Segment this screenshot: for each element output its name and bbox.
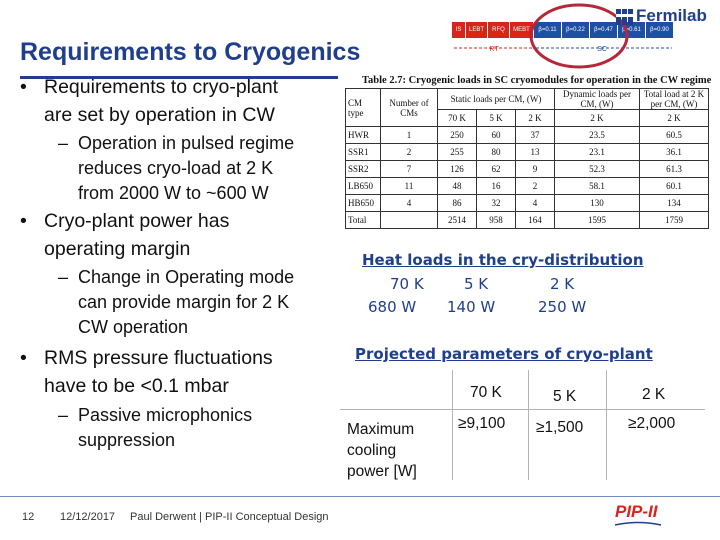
bullet-item: • [20, 76, 27, 98]
projected-value: ≥1,500 [536, 419, 584, 436]
sc-label: SC [597, 46, 607, 53]
table-header: Number of CMs [381, 89, 438, 127]
footer-date: 12/12/2017 [60, 511, 116, 523]
bullet-line: from 2000 W to ~600 W [78, 183, 269, 203]
heat-temp: 2 K [550, 275, 575, 293]
table-cell: 32 [477, 195, 516, 212]
table-cell: 52.3 [555, 161, 640, 178]
footer-rule [0, 496, 720, 497]
table-cell: 2 [381, 144, 438, 161]
sub-bullet-dash: – [58, 133, 69, 153]
heat-temp: 70 K [390, 275, 424, 293]
table-cell: 2 [516, 178, 555, 195]
table-cell: 37 [516, 127, 555, 144]
table-cell: 958 [477, 212, 516, 229]
table-cell: LB650 [346, 178, 381, 195]
lattice-segment: β=0.22 [562, 22, 590, 38]
table-cell: 1 [381, 127, 438, 144]
lattice-segment: IS [452, 22, 466, 38]
table-cell: 60.5 [640, 127, 709, 144]
table-cell: 1759 [640, 212, 709, 229]
table-header: Static loads per CM, (W) [438, 89, 555, 110]
table-cell: 11 [381, 178, 438, 195]
table-cell: 58.1 [555, 178, 640, 195]
table-cell: 1595 [555, 212, 640, 229]
table-cell: 2514 [438, 212, 477, 229]
sub-bullet-text [78, 131, 294, 206]
row-label-line: power [W] [347, 463, 417, 480]
table-subheader: 2 K [555, 110, 640, 127]
table-cell: 16 [477, 178, 516, 195]
lattice-segment: MEBT [510, 22, 534, 38]
bullet-line: Cryo-plant power has [44, 210, 230, 232]
bullet-line: Operation in pulsed regime [78, 133, 295, 153]
table-cell: 13 [516, 144, 555, 161]
table-cell: 23.5 [555, 127, 640, 144]
table-cell: 23.1 [555, 144, 640, 161]
table-cell: 130 [555, 195, 640, 212]
row-label-line: Maximum [347, 421, 415, 438]
table-cell: 4 [381, 195, 438, 212]
table-cell: 60.1 [640, 178, 709, 195]
table-caption: Table 2.7: Cryogenic loads in SC cryomodules for operation in the CW regime [362, 75, 712, 86]
table-cell: 7 [381, 161, 438, 178]
table-row [346, 195, 709, 212]
bullet-text [44, 207, 229, 263]
heat-value: 250 W [538, 298, 587, 316]
sub-bullet-dash: – [58, 405, 69, 425]
heat-loads-title: Heat loads in the cry-distribution [362, 251, 644, 269]
table-row [346, 161, 709, 178]
bullet-line: operating margin [44, 238, 191, 260]
table-cell: HB650 [346, 195, 381, 212]
highlight-ellipse [528, 0, 630, 70]
table-cell: 134 [640, 195, 709, 212]
fermilab-logo-icon [616, 9, 634, 25]
table-cell: 164 [516, 212, 555, 229]
table-cell [381, 212, 438, 229]
sub-bullet-text [78, 265, 294, 340]
bullet-item: • [20, 347, 27, 369]
bullet-line: CW operation [78, 317, 189, 337]
lattice-segment: β=0.11 [534, 22, 562, 38]
lattice-segment: LEBT [466, 22, 488, 38]
table-row [346, 212, 709, 229]
table-subheader: 2 K [640, 110, 709, 127]
bullet-line: Change in Operating mode [78, 267, 295, 287]
projected-row-label [347, 419, 417, 482]
projected-title: Projected parameters of cryo-plant [355, 345, 653, 363]
heat-temp: 5 K [464, 275, 489, 293]
table-row [346, 127, 709, 144]
row-label-line: cooling [347, 442, 397, 459]
table-header: Total load at 2 K per CM, (W) [640, 89, 709, 110]
table-cell: 9 [516, 161, 555, 178]
table-divider [340, 409, 705, 410]
pip2-logo: PIP-II [615, 502, 658, 521]
bullet-line: suppression [78, 430, 176, 450]
table-row [346, 178, 709, 195]
table-cell: Total [346, 212, 381, 229]
bullet-line: Passive microphonics [78, 405, 253, 425]
projected-temp: 5 K [553, 388, 577, 405]
table-cell: 60 [477, 127, 516, 144]
heat-value: 140 W [447, 298, 496, 316]
projected-value: ≥9,100 [458, 415, 506, 432]
table-header: CM type [346, 89, 381, 127]
projected-value: ≥2,000 [628, 415, 676, 432]
lattice-segment: β=0.47 [590, 22, 618, 38]
heat-value: 680 W [368, 298, 417, 316]
table-cell: 4 [516, 195, 555, 212]
table-cell: 86 [438, 195, 477, 212]
bullet-line: reduces cryo-load at 2 K [78, 158, 274, 178]
bullet-line: RMS pressure fluctuations [44, 347, 273, 369]
table-header: Dynamic loads per CM, (W) [555, 89, 640, 110]
table-subheader: 70 K [438, 110, 477, 127]
lattice-segment: β=0.61 [618, 22, 646, 38]
table-cell: 48 [438, 178, 477, 195]
table-cell: SSR1 [346, 144, 381, 161]
rt-label: RT [489, 46, 499, 53]
table-subheader: 5 K [477, 110, 516, 127]
footer-author: Paul Derwent | PIP-II Conceptual Design [130, 511, 329, 523]
table-cell: SSR2 [346, 161, 381, 178]
table-subheader: 2 K [516, 110, 555, 127]
sub-bullet-text [78, 403, 252, 453]
bullet-line: are set by operation in CW [44, 104, 275, 126]
bullet-line: Requirements to cryo-plant [44, 76, 279, 98]
table-cell: 62 [477, 161, 516, 178]
table-cell: 61.3 [640, 161, 709, 178]
page-number: 12 [22, 511, 35, 523]
table-cell: 36.1 [640, 144, 709, 161]
cryo-loads-table [345, 88, 709, 229]
table-divider [606, 370, 607, 480]
page-title: Requirements to Cryogenics [20, 38, 361, 66]
table-cell: 126 [438, 161, 477, 178]
bullet-line: have to be <0.1 mbar [44, 375, 229, 397]
lattice-segment: β=0.90 [646, 22, 674, 38]
bullet-text [44, 344, 273, 400]
lattice-segment: RFQ [488, 22, 510, 38]
table-cell: 80 [477, 144, 516, 161]
table-cell: 250 [438, 127, 477, 144]
table-divider [452, 370, 453, 480]
projected-temp: 70 K [470, 384, 502, 401]
fermilab-logo-text: Fermilab [636, 6, 707, 25]
bullet-item: • [20, 210, 27, 232]
table-cell: 255 [438, 144, 477, 161]
projected-temp: 2 K [642, 386, 666, 403]
sub-bullet-dash: – [58, 267, 69, 287]
bullet-line: can provide margin for 2 K [78, 292, 290, 312]
table-divider [528, 370, 529, 480]
pip2-logo-swoosh-icon [613, 520, 663, 530]
table-cell: HWR [346, 127, 381, 144]
table-row [346, 144, 709, 161]
bullet-text [44, 73, 278, 129]
